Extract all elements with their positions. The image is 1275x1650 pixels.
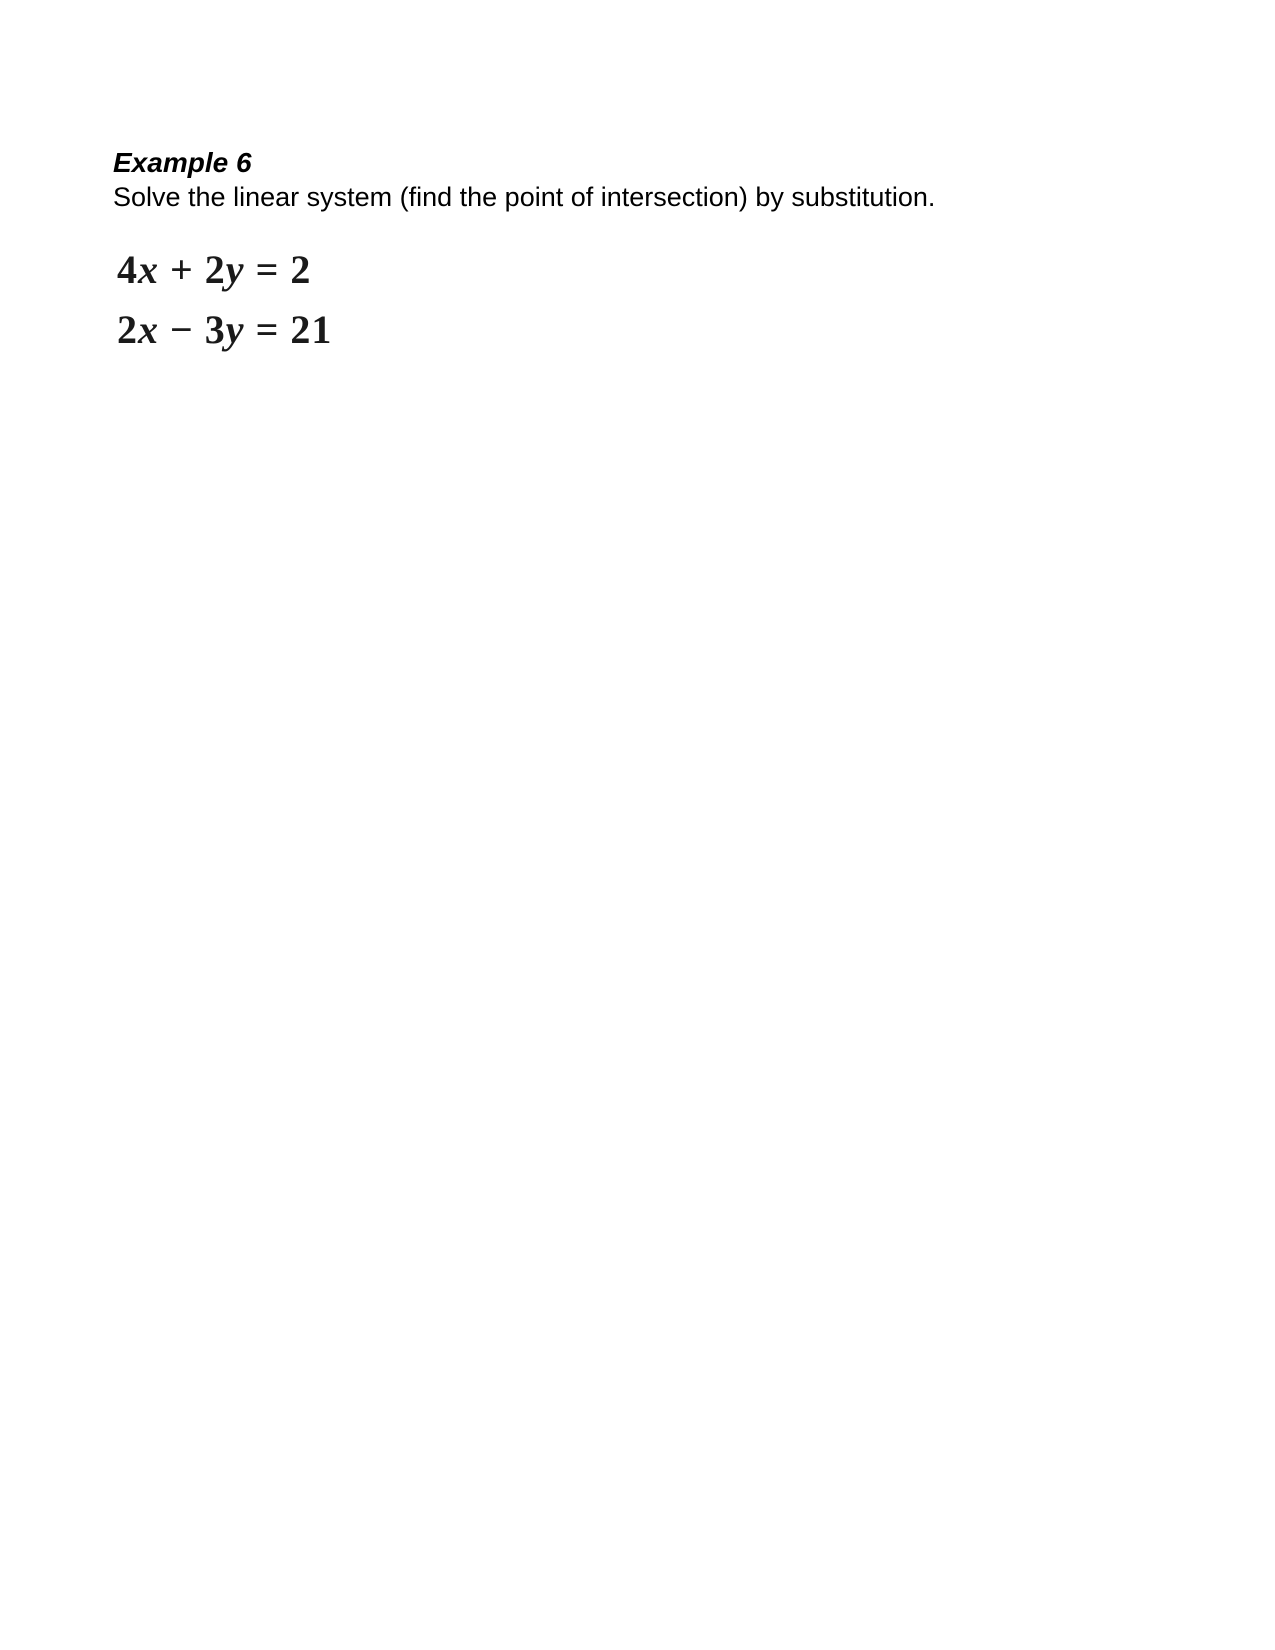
equation-2: [117, 306, 332, 366]
instruction-text: Solve the linear system (find the point of intersection) by substitution.: [113, 182, 936, 212]
equation-2-var-x: x: [138, 307, 159, 352]
equation-2-equals: =: [255, 307, 280, 352]
equation-2-coef-y: 3: [204, 307, 226, 352]
equation-1: [117, 246, 332, 306]
equation-1-equals: =: [255, 247, 280, 292]
equation-2-operator: −: [170, 307, 194, 352]
equation-1-operator: +: [170, 247, 194, 292]
equation-1-coef-y: 2: [204, 247, 226, 292]
example-heading: Example 6: [113, 147, 252, 178]
equation-system: [117, 246, 332, 366]
equation-1-var-x: x: [138, 247, 159, 292]
equation-2-coef-x: 2: [117, 307, 138, 352]
equation-2-var-y: y: [225, 307, 245, 352]
equation-1-coef-x: 4: [117, 247, 138, 292]
equation-1-var-y: y: [225, 247, 245, 292]
equation-2-rhs: 21: [290, 307, 333, 352]
equation-1-rhs: 2: [290, 247, 312, 292]
